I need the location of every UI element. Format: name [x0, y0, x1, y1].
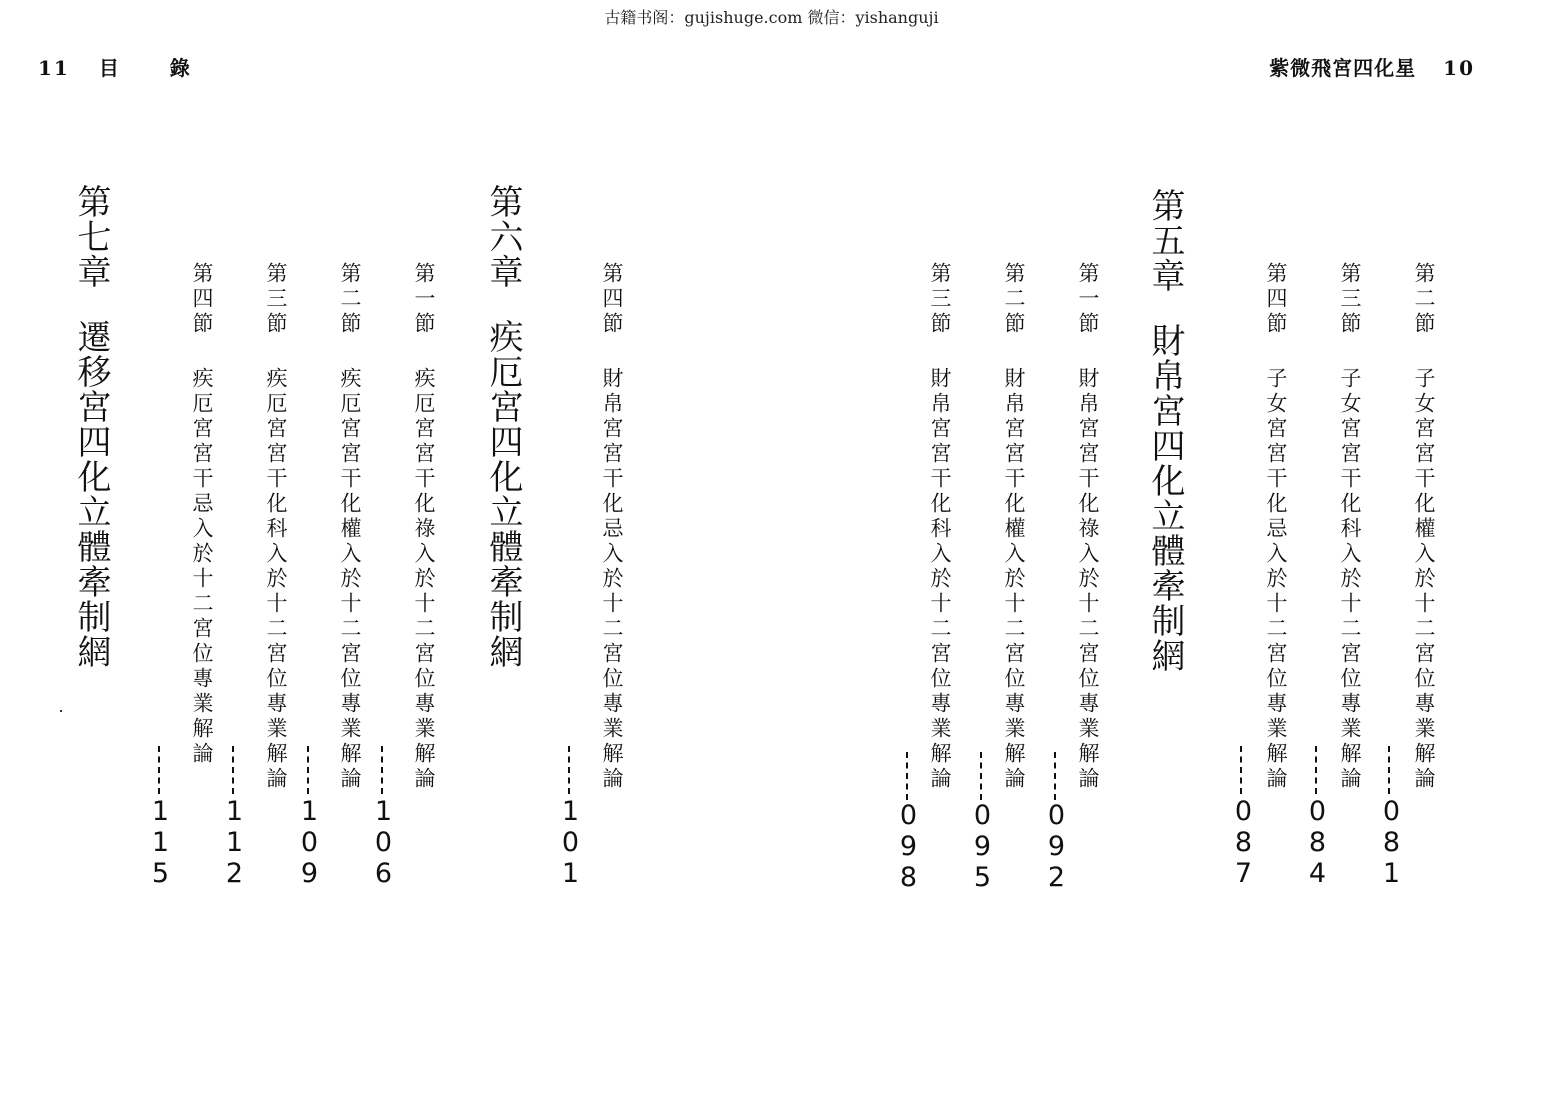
page-ref-value: 081 [1376, 796, 1407, 889]
toc-entry-ch4-sec3: 第三節子女宮宮干化科入於十二宮位專業解論 [1338, 262, 1362, 792]
page-ref-value: 101 [555, 796, 586, 889]
toc-entry-ch5-sec4: 第四節財帛宮宮干化忌入於十二宮位專業解論 [600, 262, 624, 792]
leader-dots [1240, 746, 1242, 794]
page-ref-value: 109 [294, 796, 325, 889]
toc-entry-ch5-sec3: 第三節財帛宮宮干化科入於十二宮位專業解論 [928, 262, 952, 792]
left-running-title: 目 錄 [98, 56, 212, 80]
leader-dots [158, 746, 160, 794]
page-ref-101 [555, 796, 586, 889]
left-page-number: 11 [38, 56, 70, 80]
leader-dots [1388, 746, 1390, 794]
toc-entry-ch6-sec4: 第四節疾厄宮宮干忌入於十二宮位專業解論 [190, 262, 214, 767]
right-running-title: 紫微飛宮四化星 [1269, 56, 1417, 80]
page-ref-value: 106 [368, 796, 399, 889]
page-ref-value: 092 [1041, 800, 1072, 893]
toc-entry-ch6-sec2: 第二節疾厄宮宮干化權入於十二宮位專業解論 [338, 262, 362, 792]
toc-entry-ch6-sec3: 第三節疾厄宮宮干化科入於十二宮位專業解論 [264, 262, 288, 792]
leader-dots [232, 746, 234, 794]
page-ref-115 [145, 796, 176, 889]
leader-dots [307, 746, 309, 794]
header-left [38, 52, 212, 81]
page-ref-098 [893, 800, 924, 893]
scan-speck [60, 710, 62, 712]
toc-entry-ch4-sec4: 第四節子女宮宮干化忌入於十二宮位專業解論 [1264, 262, 1288, 792]
header-right [1269, 52, 1475, 81]
page-ref-081 [1376, 796, 1407, 889]
chapter-6-heading: 第六章疾厄宮四化立體牽制網 [483, 184, 523, 669]
toc-entry-ch5-sec2: 第二節財帛宮宮干化權入於十二宮位專業解論 [1002, 262, 1026, 792]
leader-dots [980, 752, 982, 800]
leader-dots [1054, 752, 1056, 800]
toc-entry-ch5-sec1: 第一節財帛宮宮干化祿入於十二宮位專業解論 [1076, 262, 1100, 792]
leader-dots [1315, 746, 1317, 794]
page-ref-value: 084 [1302, 796, 1333, 889]
right-page-number: 10 [1443, 56, 1475, 80]
chapter-7-heading: 第七章遷移宮四化立體牽制網 [71, 184, 111, 669]
page-ref-value: 115 [145, 796, 176, 889]
page-ref-value: 112 [219, 796, 250, 889]
leader-dots [906, 752, 908, 800]
page-ref-084 [1302, 796, 1333, 889]
page-ref-092 [1041, 800, 1072, 893]
chapter-5-heading: 第五章財帛宮四化立體牽制網 [1145, 188, 1185, 673]
toc-entry-ch4-sec2: 第二節子女宮宮干化權入於十二宮位專業解論 [1412, 262, 1436, 792]
page-ref-106 [368, 796, 399, 889]
page-ref-109 [294, 796, 325, 889]
toc-entry-ch6-sec1: 第一節疾厄宮宮干化祿入於十二宮位專業解論 [412, 262, 436, 792]
leader-dots [568, 746, 570, 794]
watermark: 古籍书阁：gujishuge.com 微信：yishanguji [604, 8, 939, 27]
leader-dots [381, 746, 383, 794]
page-ref-value: 098 [893, 800, 924, 893]
page-ref-112 [219, 796, 250, 889]
page-ref-095 [967, 800, 998, 893]
page-ref-087 [1228, 796, 1259, 889]
page-ref-value: 087 [1228, 796, 1259, 889]
page-ref-value: 095 [967, 800, 998, 893]
